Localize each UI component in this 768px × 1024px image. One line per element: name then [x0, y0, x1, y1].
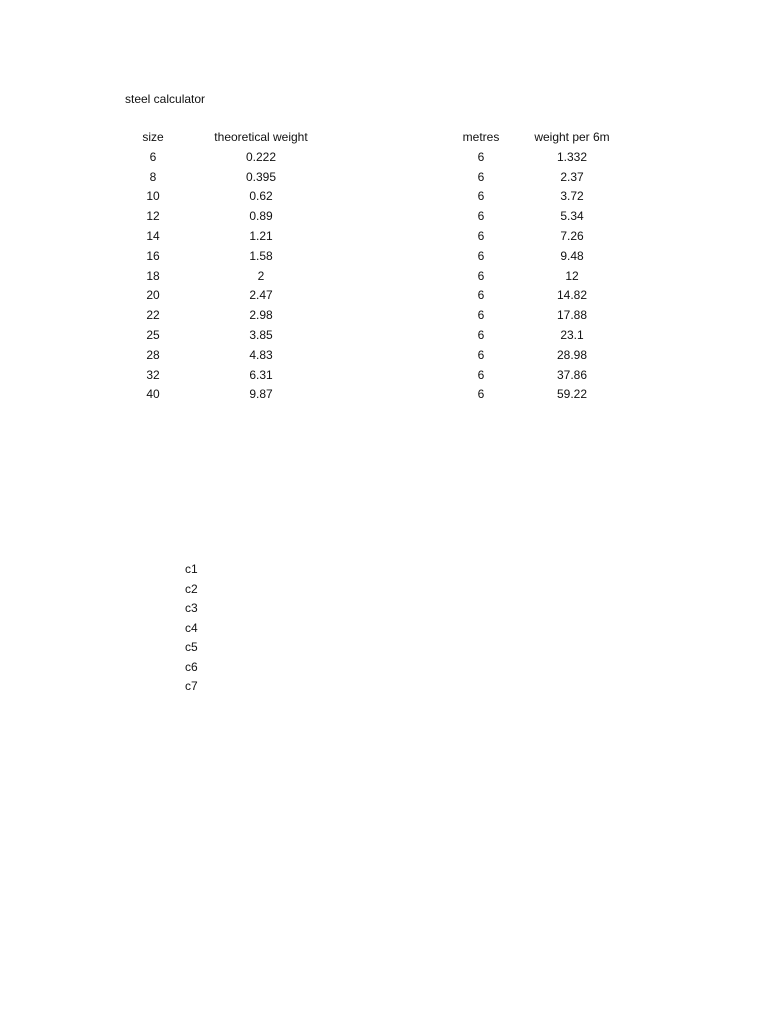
cell-metres: 6	[477, 228, 485, 243]
cell-weight-per-6m: 59.22	[556, 387, 588, 402]
header-metres: metres	[462, 130, 500, 144]
list-item: c4	[185, 620, 198, 635]
cell-weight-per-6m: 28.98	[556, 347, 588, 362]
cell-theoretical-weight: 1.58	[249, 248, 273, 263]
table-row	[0, 207, 768, 227]
table-row	[0, 247, 768, 267]
label-list	[185, 560, 198, 697]
cell-theoretical-weight: 2.47	[249, 288, 273, 303]
table-row	[0, 346, 768, 366]
cell-size: 16	[146, 248, 160, 263]
cell-size: 8	[149, 169, 157, 184]
table-row	[0, 227, 768, 247]
cell-theoretical-weight: 1.21	[249, 228, 273, 243]
header-size: size	[142, 130, 164, 144]
cell-weight-per-6m: 1.332	[556, 149, 588, 164]
cell-size: 10	[146, 189, 160, 204]
header-weight-per-6m: weight per 6m	[534, 130, 610, 144]
cell-metres: 6	[477, 248, 485, 263]
cell-theoretical-weight: 6.31	[249, 367, 273, 382]
table-row	[0, 267, 768, 287]
cell-weight-per-6m: 23.1	[560, 327, 584, 342]
cell-theoretical-weight: 4.83	[249, 347, 273, 362]
list-item: c7	[185, 679, 198, 693]
list-item: c6	[185, 659, 198, 674]
cell-theoretical-weight: 0.89	[249, 209, 273, 224]
table-row	[0, 385, 768, 405]
cell-size: 25	[146, 327, 160, 342]
table-row	[0, 148, 768, 168]
table-row	[0, 187, 768, 207]
cell-metres: 6	[477, 347, 485, 362]
cell-metres: 6	[477, 149, 485, 164]
cell-metres: 6	[477, 288, 485, 303]
cell-size: 18	[146, 268, 160, 283]
cell-metres: 6	[477, 268, 485, 283]
cell-weight-per-6m: 14.82	[556, 288, 588, 303]
cell-theoretical-weight: 0.62	[249, 189, 273, 204]
cell-metres: 6	[477, 327, 485, 342]
steel-table	[0, 128, 768, 405]
cell-theoretical-weight: 2	[257, 268, 265, 283]
cell-theoretical-weight: 3.85	[249, 327, 273, 342]
cell-weight-per-6m: 37.86	[556, 367, 588, 382]
list-item: c2	[185, 581, 198, 596]
header-theoretical-weight: theoretical weight	[214, 130, 308, 144]
cell-theoretical-weight: 0.222	[245, 149, 277, 164]
cell-metres: 6	[477, 169, 485, 184]
cell-weight-per-6m: 3.72	[560, 189, 584, 204]
cell-metres: 6	[477, 387, 485, 402]
cell-metres: 6	[477, 209, 485, 224]
cell-weight-per-6m: 17.88	[556, 308, 588, 323]
page-title: steel calculator	[125, 92, 206, 106]
cell-metres: 6	[477, 308, 485, 323]
table-header-row	[0, 128, 768, 148]
list-item: c3	[185, 601, 198, 615]
list-item: c1	[185, 562, 198, 576]
cell-metres: 6	[477, 367, 485, 382]
table-row	[0, 366, 768, 386]
cell-weight-per-6m: 12	[565, 268, 579, 283]
cell-size: 40	[146, 387, 160, 402]
cell-weight-per-6m: 2.37	[560, 169, 584, 184]
cell-theoretical-weight: 2.98	[249, 308, 273, 323]
cell-size: 20	[146, 288, 160, 303]
cell-weight-per-6m: 9.48	[560, 248, 584, 263]
cell-weight-per-6m: 7.26	[560, 228, 584, 243]
cell-size: 22	[146, 308, 160, 323]
cell-weight-per-6m: 5.34	[560, 209, 584, 224]
cell-size: 32	[146, 367, 160, 382]
list-item: c5	[185, 640, 198, 654]
cell-size: 28	[146, 347, 160, 362]
cell-theoretical-weight: 0.395	[245, 169, 277, 184]
table-row	[0, 286, 768, 306]
cell-size: 14	[146, 228, 160, 243]
table-row	[0, 306, 768, 326]
cell-theoretical-weight: 9.87	[249, 387, 273, 402]
cell-metres: 6	[477, 189, 485, 204]
cell-size: 6	[149, 149, 157, 164]
table-row	[0, 168, 768, 188]
table-row	[0, 326, 768, 346]
cell-size: 12	[146, 209, 160, 224]
